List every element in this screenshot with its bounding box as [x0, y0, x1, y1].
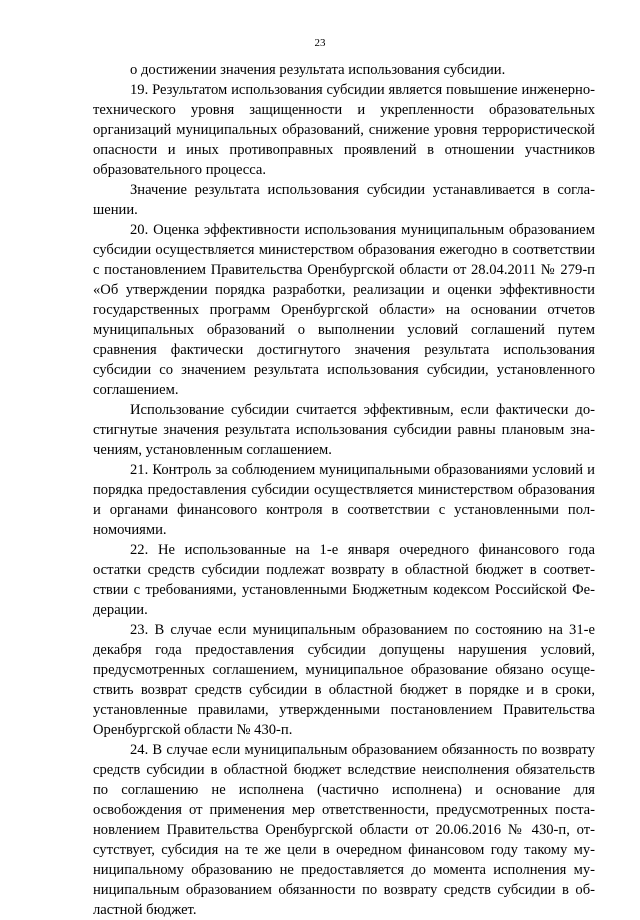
paragraph-21: 21. Контроль за соблюдением муниципальными образованиями условий и порядка предоставления субсидии осуществляется министерством образования и органами финансового контроля в соответствии с установленными полномочиями.	[93, 462, 595, 538]
paragraph-efficiency: Использование субсидии считается эффективным, если фактически достигнутые значения результата использования субсидии равны плановым значениям, установленным соглашением.	[93, 402, 595, 458]
page-number: 23	[314, 37, 326, 49]
paragraph-20: 20. Оценка эффективности использования муниципальным образованием субсидии осуществляется министерством образования ежегодно в соответствии с постановлением Правительства Оренбургской области от 28.04.2011 № 279-п «Об утверждении порядка разработки, реализации и оценки эффективности государственных программ Оренбургской области» на основании отчетов муниципальных образований о выполнении условий соглашений путем сравнения фактически достигнутого значения результата использования субсидии со значением результата использования субсидии, установленного соглашением.	[93, 222, 595, 398]
paragraph-19: 19. Результатом использования субсидии является повышение инженерно-технического уровня защищенности и укрепленности образовательных организаций муниципальных образований, снижение уровня террористической опасности и иных противоправных проявлений в отношении участников образовательного процесса.	[93, 82, 595, 178]
paragraph-22: 22. Не использованные на 1-е января очередного финансового года остатки средств субсидии подлежат возврату в областной бюджет в соответствии с требованиями, установленными Бюджетным кодексом Российской Федерации.	[93, 542, 595, 618]
paragraph-23: 23. В случае если муниципальным образованием по состоянию на 31-е декабря года предоставления субсидии допущены нарушения условий, предусмотренных соглашением, муниципальное образование обязано осуществить возврат средств субсидии в областной бюджет в порядке и в сроки, установленные правилами, утвержденными постановлением Правительства Оренбургской области № 430-п.	[93, 622, 595, 738]
paragraph-24: 24. В случае если муниципальным образованием обязанность по возврату средств субсидии в областной бюджет вследствие неисполнения обязательств по соглашению не исполнена (частично исполнена) и основание для освобождения от применения мер ответственности, предусмотренных постановлением Правительства Оренбургской области от 20.06.2016 № 430-п, отсутствует, субсидия на те же цели в очередном финансовом году такому муниципальному образованию не предоставляется до момента исполнения муниципальным образованием обязанности по возврату средств субсидии в областной бюджет.	[93, 742, 595, 918]
paragraph-result-value: Значение результата использования субсидии устанавливается в соглашении.	[93, 182, 595, 218]
document-body	[93, 60, 595, 920]
paragraph-continuation: о достижении значения результата использования субсидии.	[130, 62, 506, 78]
